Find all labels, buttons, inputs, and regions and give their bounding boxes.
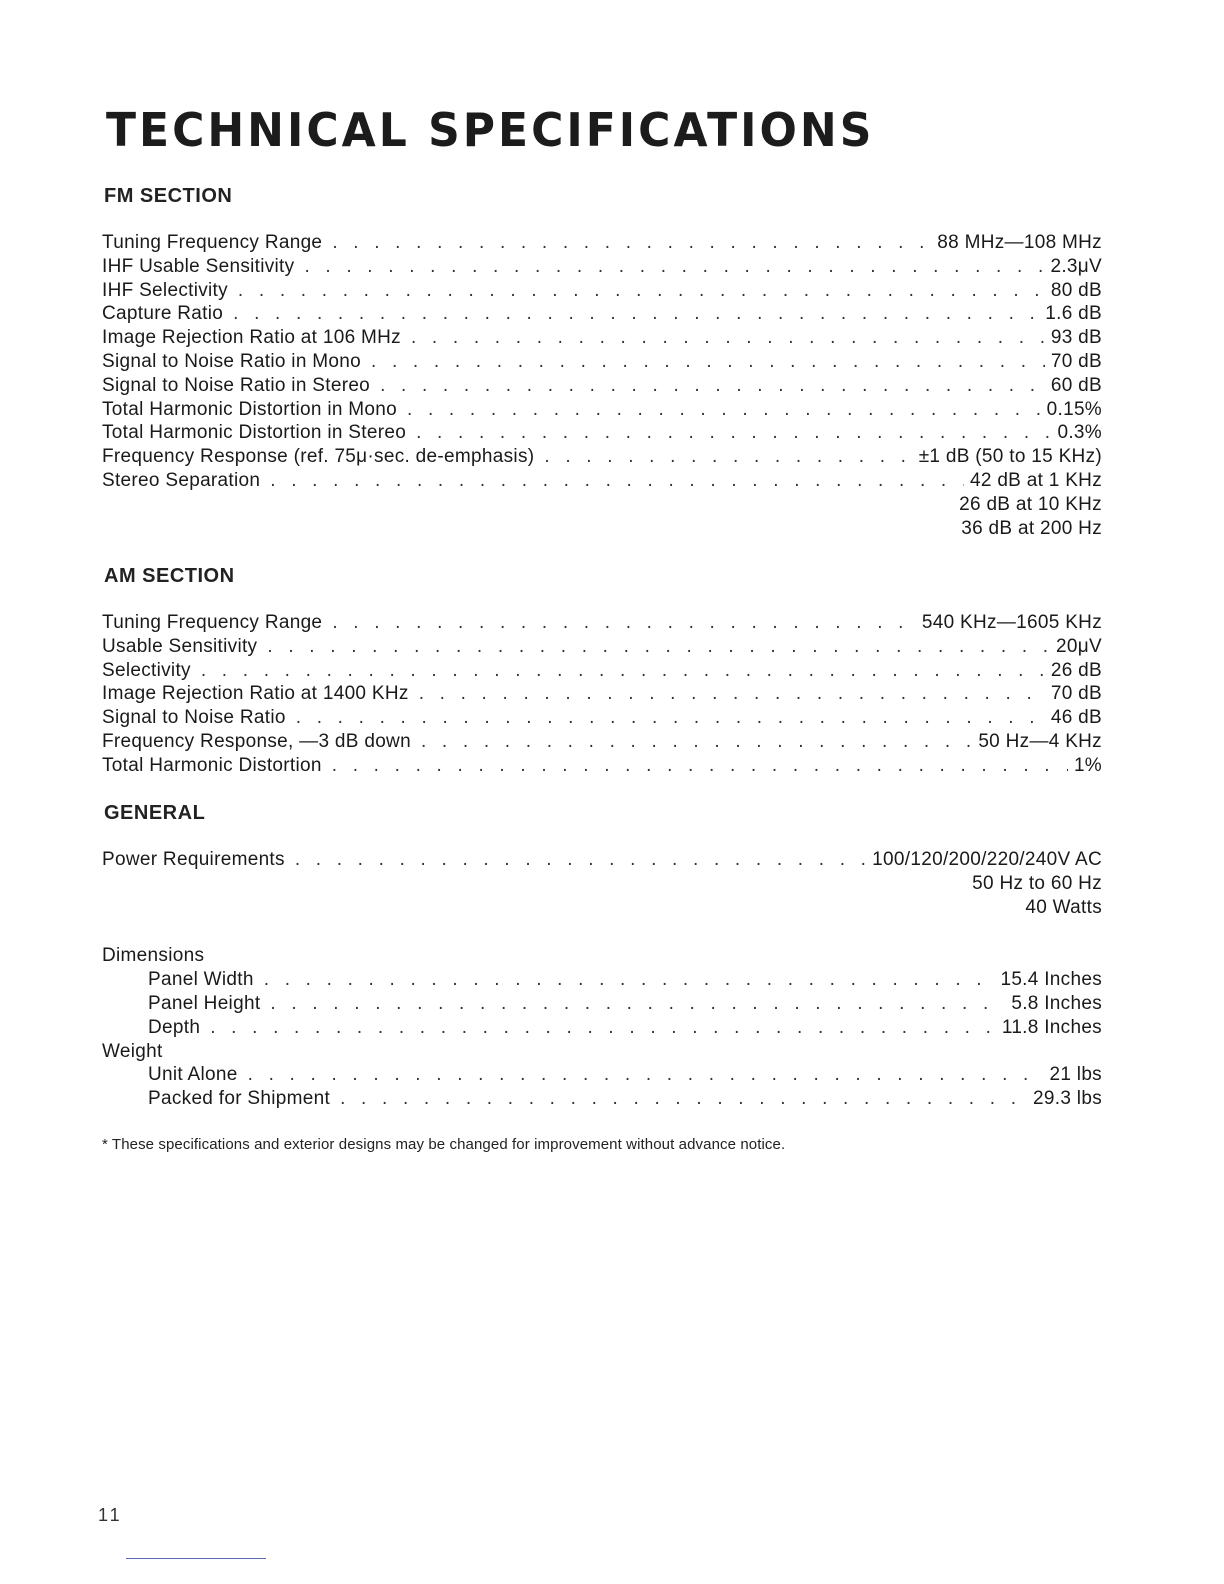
spec-value: 29.3 lbs — [1033, 1088, 1102, 1110]
spec-label: Total Harmonic Distortion in Mono — [102, 398, 398, 420]
spec-label: Image Rejection Ratio at 106 MHz — [102, 327, 401, 349]
spec-value: 11.8 Inches — [1001, 1016, 1102, 1038]
spec-value: 20μV — [1056, 635, 1102, 657]
dot-leader — [201, 659, 1045, 683]
fm-section-heading: FM SECTION — [104, 185, 233, 207]
dot-leader — [264, 968, 995, 992]
spec-value: 100/120/200/220/240V AC — [872, 849, 1102, 870]
fm-thd-stereo-row — [102, 421, 1102, 445]
dot-leader — [267, 635, 1050, 659]
dot-leader — [416, 421, 1051, 445]
dot-leader — [380, 374, 1045, 398]
spec-label: Power Requirements — [102, 849, 285, 870]
am-selectivity-row — [102, 659, 1102, 683]
packed-shipment-row — [102, 1087, 1102, 1111]
spec-label: Tuning Frequency Range — [102, 612, 323, 633]
spec-value: 1.6 dB — [1045, 303, 1102, 325]
footnote: * These specifications and exterior designs may be changed for improvement without advance notice. — [102, 1136, 786, 1153]
dot-leader — [419, 682, 1045, 706]
dot-leader — [332, 754, 1068, 778]
dot-leader — [304, 255, 1044, 279]
spec-label: Total Harmonic Distortion — [102, 754, 322, 776]
general-spec-list — [102, 848, 1102, 1111]
dot-leader — [332, 231, 931, 255]
fm-usable-sensitivity-row — [102, 255, 1102, 279]
weight-label: Weight — [102, 1040, 163, 1062]
panel-width-row — [102, 968, 1102, 992]
spec-label: Stereo Separation — [102, 469, 261, 491]
unit-alone-row — [102, 1063, 1102, 1087]
fm-frequency-response-row — [102, 445, 1102, 469]
dot-leader — [238, 279, 1045, 303]
spec-label: Tuning Frequency Range — [102, 232, 323, 253]
fm-selectivity-row — [102, 279, 1102, 303]
spec-label: Depth — [148, 1016, 201, 1038]
spec-label: Packed for Shipment — [148, 1088, 331, 1110]
bottom-rule — [126, 1558, 266, 1559]
fm-tuning-range-row — [102, 231, 1102, 255]
am-tuning-range-row — [102, 611, 1102, 635]
spec-value: 46 dB — [1050, 707, 1102, 729]
spec-value: 0.15% — [1046, 398, 1102, 420]
am-usable-sensitivity-row — [102, 635, 1102, 659]
general-section — [102, 801, 1102, 1111]
spec-label: Signal to Noise Ratio — [102, 707, 286, 729]
fm-stereo-separation-extra: 36 dB at 200 Hz — [961, 517, 1102, 539]
spec-label: Usable Sensitivity — [102, 635, 258, 657]
spec-label: Unit Alone — [148, 1064, 238, 1086]
dot-leader — [421, 730, 972, 754]
spec-label: Signal to Noise Ratio in Mono — [102, 350, 362, 372]
spec-value: 70 dB — [1050, 350, 1102, 372]
dot-leader — [210, 1016, 996, 1040]
dot-leader — [295, 848, 866, 872]
dot-leader — [407, 398, 1041, 422]
spec-value: ±1 dB (50 to 15 KHz) — [918, 446, 1102, 468]
fm-capture-ratio-row — [102, 302, 1102, 326]
spec-value: 60 dB — [1050, 374, 1102, 396]
spec-value: 70 dB — [1050, 683, 1102, 705]
spec-value: 2.3μV — [1050, 255, 1102, 277]
spec-value: 0.3% — [1057, 422, 1102, 444]
spec-value: 26 dB — [1050, 659, 1102, 681]
power-requirements-row — [102, 848, 1102, 872]
dimensions-label: Dimensions — [102, 945, 205, 967]
spec-value: 50 Hz—4 KHz — [978, 730, 1102, 752]
fm-section — [102, 184, 1102, 540]
dot-leader — [233, 302, 1039, 326]
power-requirements-extra: 50 Hz to 60 Hz — [972, 872, 1102, 894]
fm-snr-stereo-row — [102, 374, 1102, 398]
spec-value: 540 KHz—1605 KHz — [921, 612, 1102, 633]
am-spec-list — [102, 611, 1102, 778]
spec-value: 80 dB — [1050, 279, 1102, 301]
am-thd-row — [102, 754, 1102, 778]
panel-height-row — [102, 992, 1102, 1016]
am-frequency-response-row — [102, 730, 1102, 754]
spec-label: Signal to Noise Ratio in Stereo — [102, 374, 371, 396]
spec-value: 21 lbs — [1049, 1064, 1102, 1086]
fm-stereo-separation-row — [102, 469, 1102, 493]
spec-value: 1% — [1073, 754, 1102, 776]
dot-leader — [296, 706, 1045, 730]
page-title: TECHNICAL SPECIFICATIONS — [106, 104, 875, 158]
am-image-rejection-row — [102, 682, 1102, 706]
spec-value: 93 dB — [1050, 327, 1102, 349]
general-section-heading: GENERAL — [104, 802, 206, 824]
dot-leader — [340, 1087, 1027, 1111]
spec-label: Frequency Response (ref. 75μ·sec. de-emphasis) — [102, 446, 535, 468]
fm-image-rejection-row — [102, 326, 1102, 350]
dot-leader — [371, 350, 1045, 374]
dot-leader — [411, 326, 1045, 350]
spec-label: Frequency Response, —3 dB down — [102, 730, 411, 752]
spec-label: Total Harmonic Distortion in Stereo — [102, 422, 407, 444]
spec-label: IHF Selectivity — [102, 279, 228, 301]
spec-value: 42 dB at 1 KHz — [970, 469, 1102, 491]
spec-label: Image Rejection Ratio at 1400 KHz — [102, 683, 409, 705]
dot-leader — [270, 469, 964, 493]
depth-row — [102, 1016, 1102, 1040]
fm-snr-mono-row — [102, 350, 1102, 374]
dot-leader — [248, 1063, 1044, 1087]
spec-value: 88 MHz—108 MHz — [937, 232, 1102, 253]
am-section — [102, 564, 1102, 778]
am-snr-row — [102, 706, 1102, 730]
spec-value: 5.8 Inches — [1011, 992, 1102, 1014]
dot-leader — [544, 445, 912, 469]
power-requirements-extra: 40 Watts — [1025, 896, 1102, 918]
fm-spec-list — [102, 231, 1102, 540]
dot-leader — [270, 992, 1005, 1016]
spec-label: IHF Usable Sensitivity — [102, 255, 295, 277]
spec-value: 15.4 Inches — [1000, 969, 1102, 991]
am-section-heading: AM SECTION — [104, 565, 235, 587]
fm-thd-mono-row — [102, 398, 1102, 422]
spec-label: Capture Ratio — [102, 303, 224, 325]
spec-label: Panel Width — [148, 969, 254, 991]
fm-stereo-separation-extra: 26 dB at 10 KHz — [959, 493, 1102, 515]
page-number: 11 — [98, 1505, 123, 1525]
spec-label: Selectivity — [102, 659, 191, 681]
spec-label: Panel Height — [148, 992, 261, 1014]
dot-leader — [332, 611, 916, 635]
